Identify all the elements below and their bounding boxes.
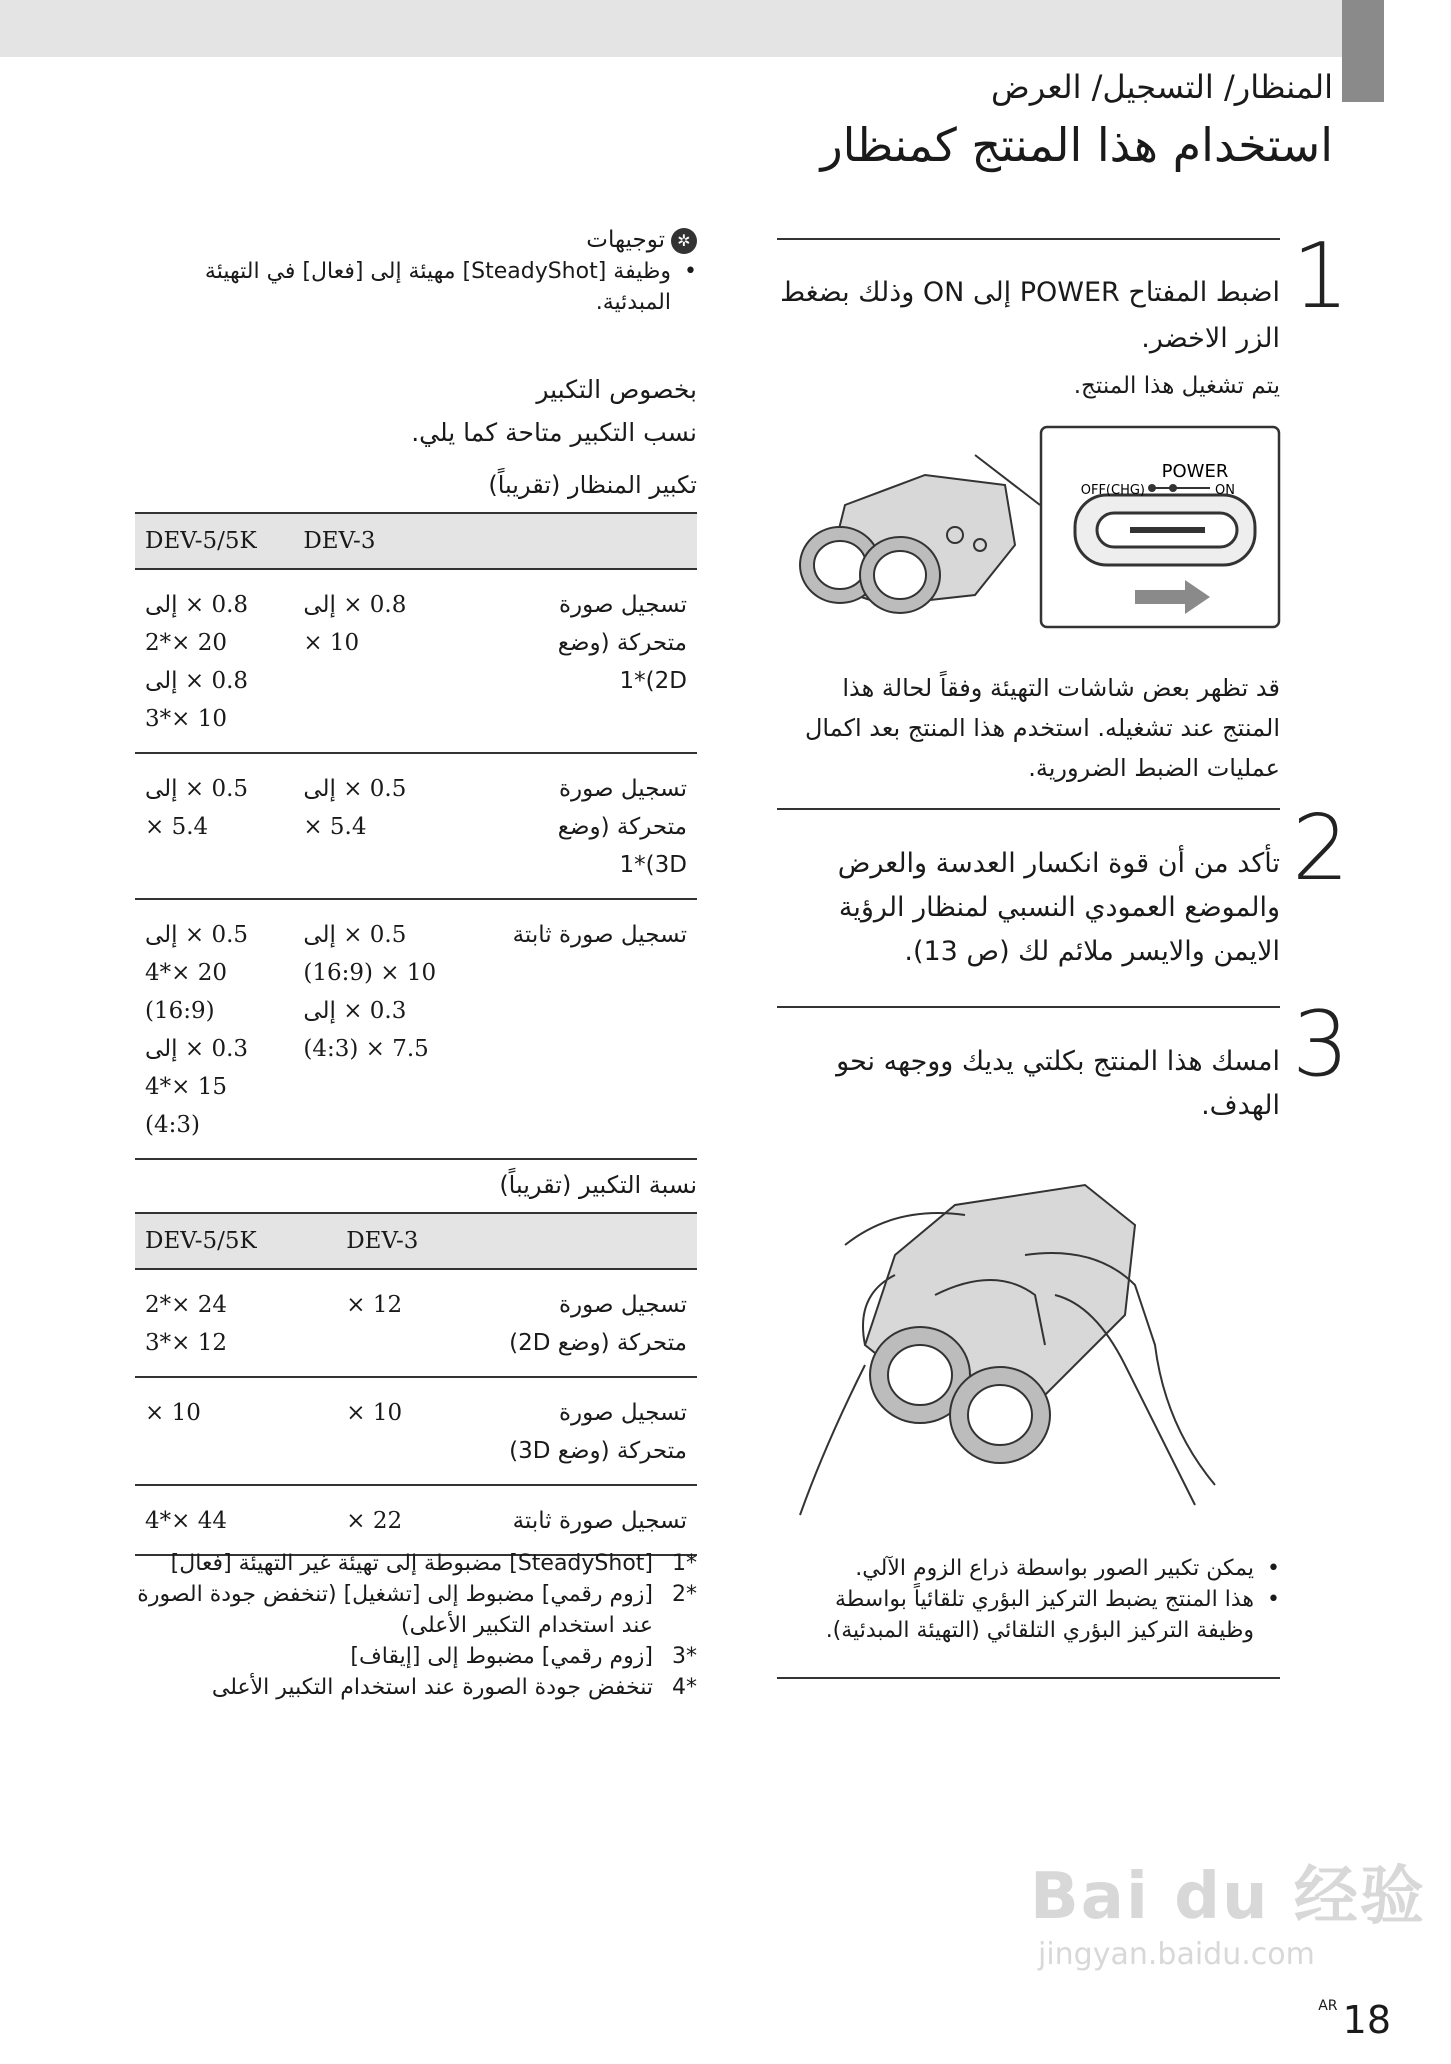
table-cell: 0.5 × إلى 5.4 × [135,753,293,899]
step-instruction: اضبط المفتاح POWER إلى ON وذلك بضغط الزر الاخضر. [780,277,1280,354]
table-cell: تسجيل صورة متحركة (وضع 3D) [477,1377,697,1485]
step-1-note: قد تظهر بعض شاشات التهيئة وفقاً لحالة هذا المنتج عند تشغيله. استخدم هذا المنتج بعد اكمال عمليات الضبط الضرورية. [804,674,1280,782]
page-number-box [1318,1998,1391,2042]
step-divider [777,238,1280,240]
table-cell: 10 × [336,1377,477,1485]
table-cell: 0.5 × إلى 5.4 × [293,753,477,899]
table-cell: 12 × [336,1269,477,1377]
page-number: 18 [1342,1998,1391,2042]
footnote [135,1641,697,1672]
table2-wrap [135,1212,697,1556]
step-1-text [777,270,1280,402]
step-result: يتم تشغيل هذا المنتج. [1073,373,1280,399]
table-header: DEV-3 [336,1213,477,1269]
lightbulb-icon: ✲ [671,228,697,254]
step-divider [777,1006,1280,1008]
table-cell: 44 ×*4 [135,1485,336,1555]
watermark-url: jingyan.baidu.com [1038,1937,1315,1972]
section-divider [777,1677,1280,1679]
step-3-text: امسك هذا المنتج بكلتي يديك ووجهه نحو الهدف. [836,1046,1280,1121]
table1-wrap [135,512,697,1160]
on-label: ON [1215,483,1235,498]
table-cell: تسجيل صورة ثابتة [477,1485,697,1555]
viewfinder-magnification-table [135,512,697,1160]
table-cell: 22 × [336,1485,477,1555]
step-3-bullets [777,1553,1280,1646]
table-cell: 0.8 × إلى 10 × [293,569,477,753]
table-header: DEV-3 [293,513,477,569]
table-row [135,569,697,753]
table-header: DEV-5/5K [135,513,293,569]
step-divider [777,808,1280,810]
power-switch-illustration [775,425,1281,630]
tips-block [135,225,697,318]
table-header-row [135,1213,697,1269]
page-title: استخدام هذا المنتج كمنظار [820,118,1333,172]
footnote-text: [SteadyShot] مضبوطة إلى تهيئة غير التهيئة [فعال] [170,1551,653,1576]
table-header [477,1213,697,1269]
power-label: POWER [1161,461,1229,482]
off-label: OFF(CHG) [1080,483,1145,498]
tips-item: • وظيفة [SteadyShot] مهيئة إلى [فعال] في التهيئة المبدئية. [135,256,697,318]
footnote [135,1579,697,1641]
tips-title: توجيهات [586,227,665,253]
watermark-brand: Bai du 经验 [1030,1860,1426,1934]
table-cell: تسجيل صورة متحركة (وضع 2D) [477,1269,697,1377]
table-cell: تسجيل صورة متحركة (وضع 3D)*1 [477,753,697,899]
step-number: 1 [1292,224,1350,329]
table-row [135,1377,697,1485]
header-band [0,0,1342,57]
hands-holding-illustration [795,1145,1265,1525]
table-cell: 24 ×*2 12 ×*3 [135,1269,336,1377]
zoom-heading: بخصوص التكبير [536,375,697,404]
table-row [135,1269,697,1377]
table-row [135,753,697,899]
footnote-mark: *4 [672,1675,697,1700]
zoom-intro-text: نسب التكبير متاحة كما يلي. [411,418,697,447]
footnote [135,1672,697,1703]
table-cell: تسجيل صورة ثابتة [477,899,697,1159]
watermark [1030,1845,1426,1972]
step-2-text: تأكد من أن قوة انكسار العدسة والعرض والموضع العمودي النسبي لمنظار الرؤية الايمن والايسر ملائم لك (ص 13). [837,848,1280,967]
table-row [135,1485,697,1555]
footnote-mark: *3 [672,1644,697,1669]
table-cell: 0.8 × إلى 20 ×*2 0.8 × إلى 10 ×*3 [135,569,293,753]
footnote-text: تنخفض جودة الصورة عند استخدام التكبير الأعلى [211,1675,653,1700]
table-row [135,899,697,1159]
footnote-mark: *2 [672,1582,697,1607]
footnote-text: [زوم رقمي] مضبوط إلى [إيقاف] [350,1644,653,1669]
step-number: 2 [1292,796,1350,901]
footnote-text: [زوم رقمي] مضبوط إلى [تشغيل] (تنخفض جودة الصورة عند استخدام التكبير الأعلى) [137,1582,653,1638]
table-cell: 0.5 × إلى 10 × (16:9) 0.3 × إلى 7.5 × (4:3) [293,899,477,1159]
section-tab [1342,0,1384,102]
footnote-mark: *1 [672,1551,697,1576]
zoom-intro [135,368,697,454]
section-breadcrumb: المنظار/ التسجيل/ العرض [991,68,1333,106]
bullet-item: • يمكن تكبير الصور بواسطة ذراع الزوم الآلي. [777,1553,1280,1584]
footnotes [135,1548,697,1703]
table-header [477,513,697,569]
table-cell: تسجيل صورة متحركة (وضع 2D)*1 [477,569,697,753]
bullet-item: • هذا المنتج يضبط التركيز البؤري تلقائياً بواسطة وظيفة التركيز البؤري التلقائي (التهيئة المبدئية). [777,1584,1280,1646]
bullet-text: هذا المنتج يضبط التركيز البؤري تلقائياً بواسطة وظيفة التركيز البؤري التلقائي (التهيئة المبدئية). [825,1587,1254,1643]
table-header-row [135,513,697,569]
tips-text: وظيفة [SteadyShot] مهيئة إلى [فعال] في التهيئة المبدئية. [204,259,671,315]
table-cell: 0.5 × إلى 20 ×*4 (16:9) 0.3 × إلى 15 ×*4 (4:3) [135,899,293,1159]
table-header: DEV-5/5K [135,1213,336,1269]
bullet-text: يمكن تكبير الصور بواسطة ذراع الزوم الآلي. [855,1556,1254,1581]
footnote [135,1548,697,1579]
step-number: 3 [1292,992,1350,1097]
table-cell: 10 × [135,1377,336,1485]
table2-caption: نسبة التكبير (تقريباً) [499,1171,697,1199]
table1-caption: تكبير المنظار (تقريباً) [488,471,697,499]
zoom-ratio-table [135,1212,697,1556]
page-lang: AR [1318,1998,1338,2014]
